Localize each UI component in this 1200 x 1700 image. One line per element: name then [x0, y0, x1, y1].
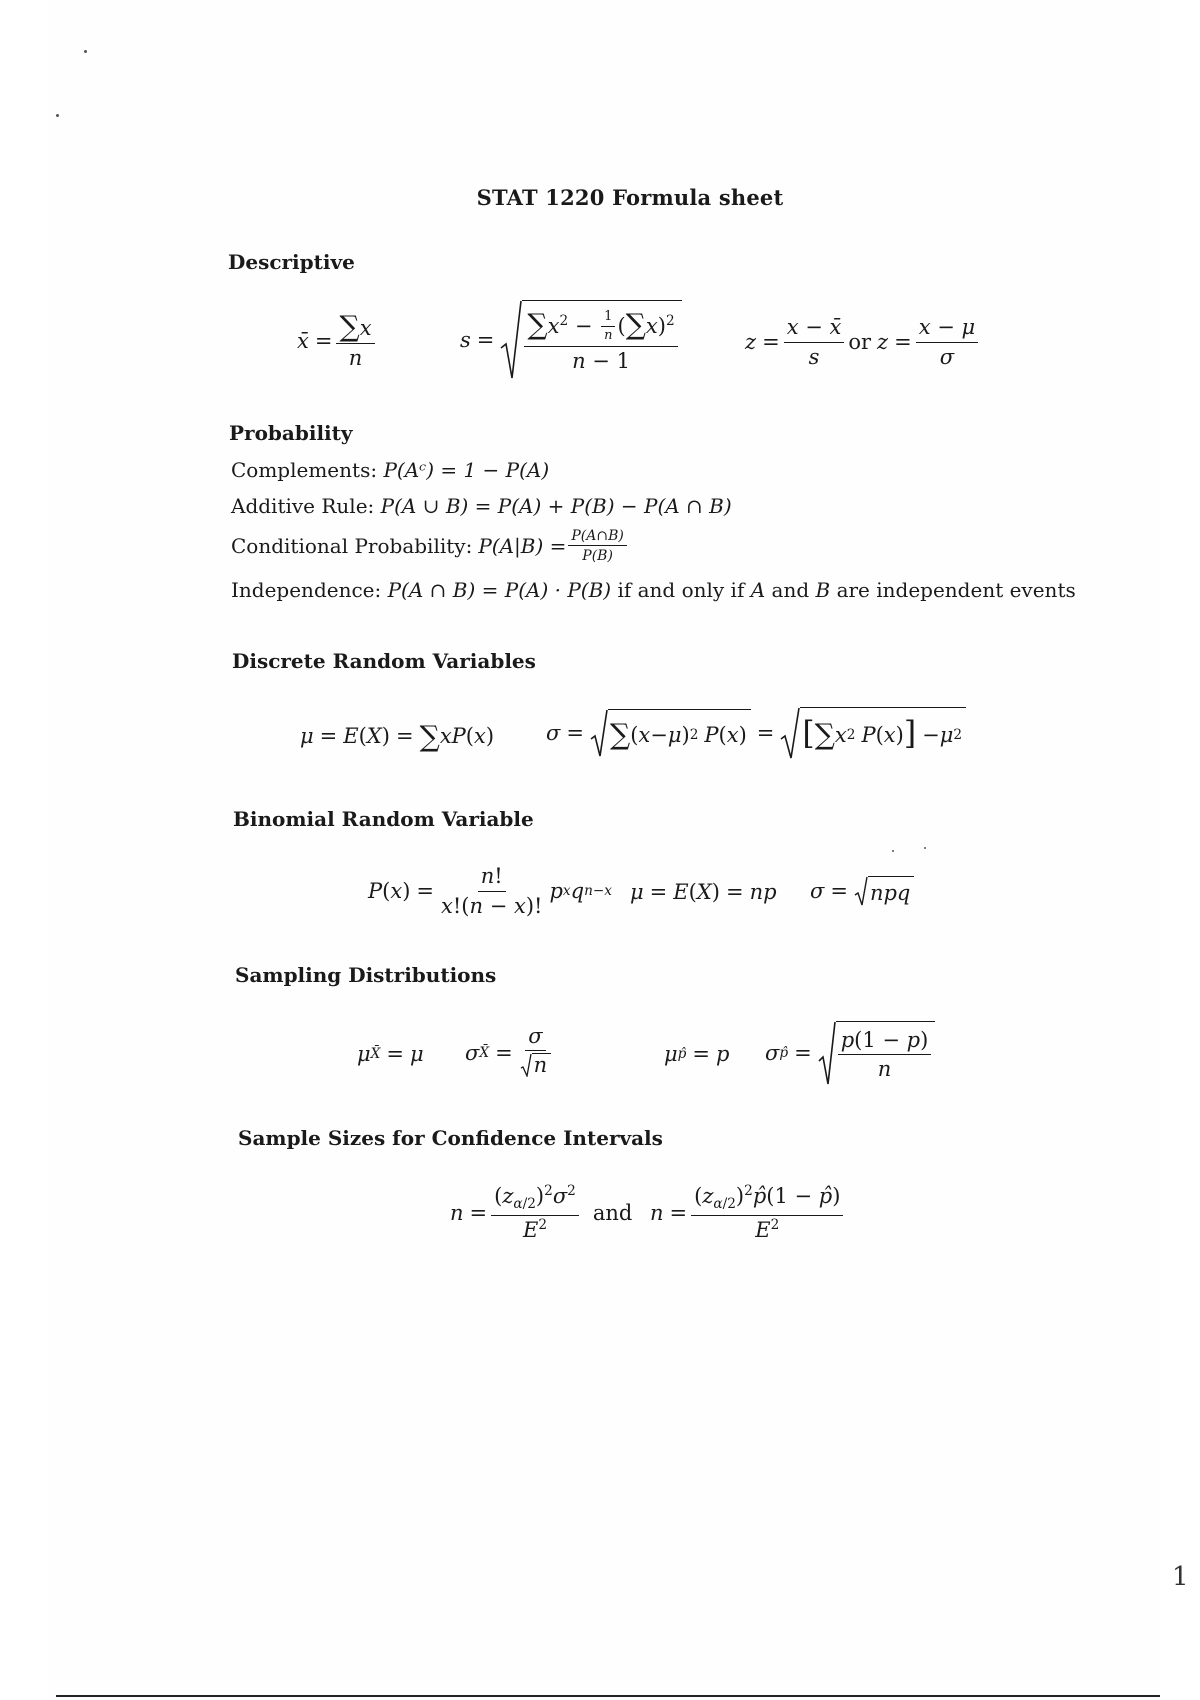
formula-sample-size-proportion: n = $\frac{(z_{\alpha/2})^2p̂(1 - p̂)}{E^2}$ — [650, 1178, 847, 1248]
complements-label: Complements: — [231, 458, 378, 482]
section-heading-sample-sizes: Sample Sizes for Confidence Intervals — [238, 1126, 663, 1150]
independence-text-end: are independent events — [836, 578, 1076, 602]
complements-formula: P(Aᶜ) = 1 − P(A) — [383, 458, 550, 482]
formula-sampling-mean-phat: μ p̂ = p — [664, 1042, 730, 1066]
formula-binomial-std-dev: σ = npq — [810, 870, 914, 912]
formula-sample-size-mean: n = $\frac{(z_{\alpha/2})^2\sigma^2}{E^2}$ and — [450, 1182, 633, 1242]
probability-conditional — [231, 528, 629, 564]
conditional-numerator: P(A∩B) — [568, 528, 626, 546]
formula-discrete-std-dev: σ = ∑ ( x − μ ) 2 P ( x ) = [ ∑ x 2 P ( x ) ] − μ 2 — [546, 702, 966, 764]
independence-text-iff: if and only if — [617, 578, 745, 602]
section-heading-sampling: Sampling Distributions — [235, 963, 497, 987]
scan-speck — [84, 50, 87, 53]
page-background — [48, 0, 1160, 1700]
page-title: STAT 1220 Formula sheet — [476, 185, 784, 210]
independence-label: Independence: — [231, 578, 382, 602]
section-heading-discrete: Discrete Random Variables — [232, 649, 536, 673]
formula-binomial-mean: μ = E ( X ) = np — [630, 880, 777, 904]
formula-sampling-std-phat: σ p̂ = $\frac{p(1 - p)}{n}$ — [765, 1016, 935, 1090]
formula-sampling-mean-xbar: μ X̄ = μ — [357, 1042, 424, 1066]
independence-event-a: A — [750, 578, 766, 602]
additive-formula: P(A ∪ B) = P(A) + P(B) − P(A ∩ B) — [380, 494, 732, 518]
conditional-label: Conditional Probability: — [231, 534, 473, 559]
page-number: 1 — [1172, 1562, 1189, 1592]
section-heading-probability: Probability — [229, 421, 353, 445]
conditional-lhs: P(A|B) = — [478, 534, 567, 559]
section-heading-descriptive: Descriptive — [228, 250, 355, 274]
or-connector: or — [848, 330, 872, 354]
probability-complements — [231, 458, 549, 482]
and-connector: and — [592, 1201, 633, 1225]
formula-sampling-std-xbar: σ X̄ = $\frac{\sigma}{n}$ — [465, 1020, 558, 1086]
scan-speck — [56, 114, 59, 117]
formula-z-score: z = $\frac{x - x̄}{s}$ or z = $\frac{x - \mu}{\sigma}$ — [745, 312, 982, 372]
additive-label: Additive Rule: — [231, 494, 375, 518]
probability-additive-rule — [231, 494, 732, 518]
independence-text-and: and — [771, 578, 810, 602]
conditional-denominator: P(B) — [582, 548, 613, 565]
section-heading-binomial: Binomial Random Variable — [233, 807, 534, 831]
independence-event-b: B — [815, 578, 831, 602]
probability-independence — [231, 578, 1076, 602]
bottom-rule — [56, 1695, 1160, 1697]
scan-speck — [892, 850, 894, 852]
formula-sample-mean: x̄ = $\frac{\sum x}{n}$ — [297, 310, 379, 372]
formula-sample-std-dev: s = $\sum x^2$ − $\frac{1}{n}$ $(\sum x)^2$ n − 1 — [460, 300, 682, 380]
formula-discrete-mean: μ = E ( X ) = ∑ xP ( x ) — [300, 719, 495, 753]
independence-formula: P(A ∩ B) = P(A) · P(B) — [387, 578, 612, 602]
scan-speck — [924, 847, 926, 849]
formula-binomial-probability: P ( x ) = $\frac{n!}{x!(n - x)!}$ p x q n−x — [368, 864, 612, 918]
